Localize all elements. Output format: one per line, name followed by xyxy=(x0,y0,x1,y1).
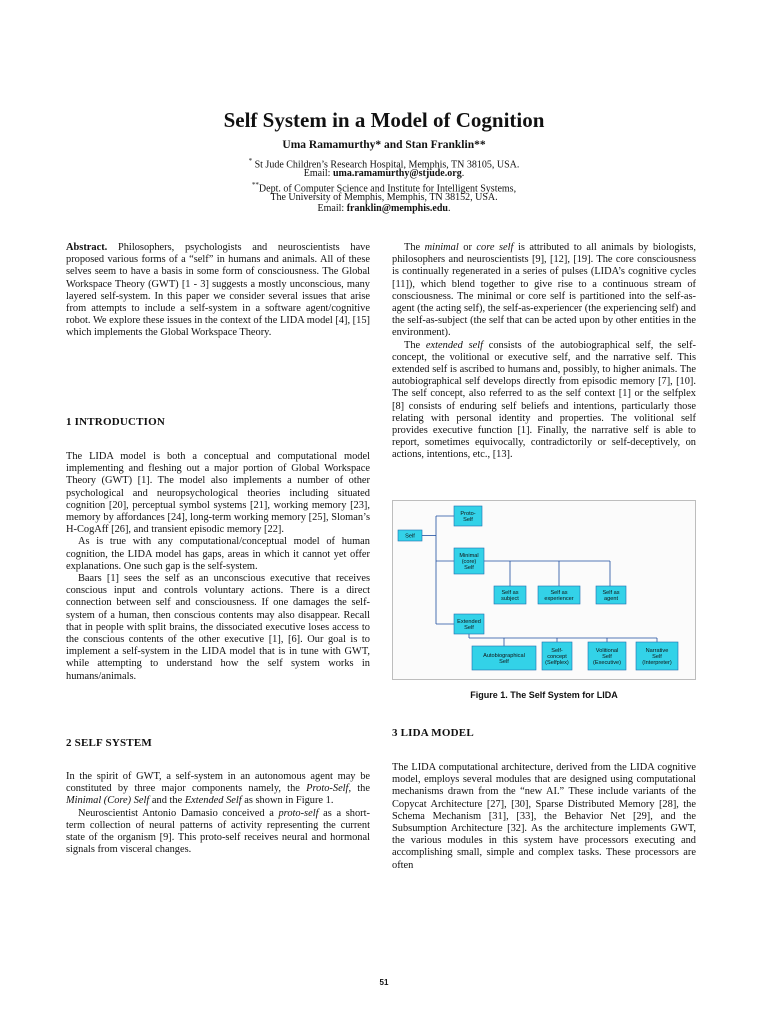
text-run: is attributed to all animals by biologists, philosophers and neuroscientists [9], [12], [19]. The core consciousness is continually regenerated in a series of pulses (LIDA’s cognitive cycles [11]), which blend together to give rise to a continuous stream of consciousness. The minimal or core self is partitioned into the self-as-agent (the acting self), the self-as-experiencer (the experiencing self) and the self-as-subject (the self that can be acted upon by other entities in the environment). xyxy=(392,242,696,339)
node-extended xyxy=(454,614,484,634)
page-number: 51 xyxy=(379,978,389,987)
node-narrative xyxy=(636,642,678,670)
node-label: Proto- xyxy=(460,510,476,517)
affiliation-2-mark: ** xyxy=(251,181,259,189)
email-1-label: Email: xyxy=(303,168,333,179)
italic-term: core self xyxy=(476,242,514,253)
affiliation-2-line2: The University of Memphis, Memphis, TN 38152, USA. xyxy=(270,192,498,203)
node-label: (Selfplex) xyxy=(545,660,569,667)
node-label: Self xyxy=(405,533,415,540)
paragraph xyxy=(392,242,696,340)
text-run: , the xyxy=(348,783,370,795)
self-system-body xyxy=(66,771,370,856)
node-label: (Interpreter) xyxy=(642,660,672,667)
node-label: Self as xyxy=(602,589,620,596)
italic-term: proto-self xyxy=(278,807,319,819)
node-label: Extended xyxy=(457,618,481,625)
paragraph xyxy=(66,808,370,857)
node-label: (core) xyxy=(461,559,477,565)
introduction-body xyxy=(66,451,370,683)
email-1-line xyxy=(0,168,768,179)
node-self xyxy=(398,530,422,541)
paragraph: Baars [1] sees the self as an unconscious executive that receives conscious input and controls voluntary actions. There is a direct connection between self and consciousness. If one damages the self-system of a human, then conscious contents may also disappear. Recall that in people with split brains, the dissociated executive loses access to the conscious contents of the other executive [1], [6]. Our goal is to implement a self-system in the LIDA model that is in tune with GWT, while attempting to understand how the self system works in humans/animals. xyxy=(66,573,370,682)
text-run: consists of the autobiographical self, the self-concept, the volitional or executive self, and the narrative self. This extended self is ascribed to humans and, possibly, to higher animals. The autobiographical self develops directly from episodic memory [7], [10]. The self concept, also referred to as the self context [1] or the selfplex [8] consists of enduring self beliefs and intentions, particularly those relating with personal identity and properties. The volitional self provides executive function [1]. Finally, the narrative self is able to report, sometimes equivocally, contradictorily or self-deceptively, on actions, intentions, etc., [13]. xyxy=(392,339,696,461)
paper-title: Self System in a Model of Cognition xyxy=(223,108,545,132)
text-run: The xyxy=(404,339,426,351)
self-system-diagram xyxy=(392,500,696,680)
affiliation-1-mark: * xyxy=(248,157,253,165)
node-label: Autobiographical xyxy=(483,652,525,659)
affiliation-2-line1: Dept. of Computer Science and Institute for Intelligent Systems, xyxy=(258,183,517,195)
text-run: The xyxy=(404,242,425,253)
right-column-body xyxy=(392,242,696,462)
paragraph: As is true with any computational/conceptual model of human cognition, the LIDA model has gaps, areas in which it cannot yet offer explanations. One such gap is the self-system. xyxy=(66,536,370,572)
paragraph xyxy=(66,771,370,808)
author-list: Uma Ramamurthy* and Stan Franklin** xyxy=(282,139,486,151)
text-run: and the xyxy=(149,795,185,807)
node-label: Self xyxy=(464,565,474,572)
figure-caption: Figure 1. The Self System for LIDA xyxy=(470,690,618,700)
paragraph: The LIDA model is both a conceptual and computational model implementing and fleshing out a major portion of Global Workspace Theory (GWT) [1]. The model also implements a number of other psychological and neuropsychological theories including situated cognition [20], perceptual symbol systems [21], working memory [23], memory by affordances [24], long-term working memory [25], Sloman’s H-CogAff [26], and transient episodic memory [22]. xyxy=(66,451,370,536)
abstract-label: Abstract. xyxy=(66,242,108,253)
paragraph: The LIDA computational architecture, derived from the LIDA cognitive model, employs several modules that are designed using computational mechanisms drawn from the “new AI.” These include variants of the Copycat Architecture [27], [30], Sparse Distributed Memory [28], the Schema Mechanism [31], [33], the Behavior Net [29], and the Subsumption Architecture [32]. As the architecture implements GWT, the various modules in this system have processors executing and accomplishing small, simple and complex tasks. These processors are often xyxy=(392,762,696,871)
node-label: Self- xyxy=(551,647,563,654)
email-2[interactable]: franklin@memphis.edu xyxy=(346,203,448,214)
italic-term: Minimal (Core) Self xyxy=(66,795,150,807)
node-label: concept xyxy=(547,654,567,660)
italic-term: Extended Self xyxy=(184,795,242,807)
node-label: Self xyxy=(463,517,473,524)
email-2-label: Email: xyxy=(317,203,347,214)
node-volitional xyxy=(588,642,626,670)
node-label: (Executive) xyxy=(593,660,621,667)
node-label: Self xyxy=(464,625,474,632)
node-label: Self as xyxy=(501,589,519,596)
abstract-text: Philosophers, psychologists and neuroscientists have proposed various forms of a “self” in humans and animals. All of these selves seem to have a basis in some form of consciousness. The Global Workspace Theory (GWT) [1 - 3] suggests a mostly unconscious, many layered self-system. In this paper we consider several issues that arise from attempts to include a self-system in a software agent/cognitive robot. We explore these issues in the context of the LIDA model [4], [15] which implements the Global Workspace Theory. xyxy=(66,242,370,339)
node-experiencer xyxy=(538,586,580,604)
node-subject xyxy=(494,586,526,604)
email-1[interactable]: uma.ramamurthy@stjude.org xyxy=(332,168,462,179)
italic-term: extended self xyxy=(425,339,483,351)
text-run: as shown in Figure 1. xyxy=(241,795,334,807)
node-label: experiencer xyxy=(544,596,574,603)
node-label: Narrative xyxy=(645,647,669,654)
lida-model-body xyxy=(392,762,696,872)
italic-term: Proto-Self xyxy=(306,783,349,795)
text-run: Neuroscientist Antonio Damasio conceived a xyxy=(78,807,279,819)
node-label: subject xyxy=(501,596,519,603)
section-heading-introduction: 1 INTRODUCTION xyxy=(66,416,166,428)
node-label: Self xyxy=(652,654,662,660)
email-2-end: . xyxy=(447,203,451,214)
node-label: Minimal xyxy=(459,552,479,559)
text-run: as a short-term collection of neural patterns of activity representing the current state of the organism [9]. This proto-self receives neural and hormonal signals from visceral changes. xyxy=(66,807,370,856)
paragraph xyxy=(392,340,696,462)
italic-term: minimal xyxy=(424,242,459,253)
affiliation-1-text: St Jude Children’s Research Hospital, Memphis, TN 38105, USA. xyxy=(254,159,520,171)
node-autobiographical xyxy=(472,646,536,670)
text-run: In the spirit of GWT, a self-system in an autonomous agent may be constituted by three major components namely, the xyxy=(66,771,370,795)
abstract xyxy=(66,242,370,340)
node-label: Self as xyxy=(550,589,568,596)
section-heading-lida-model: 3 LIDA MODEL xyxy=(392,727,474,739)
node-label: Volitional xyxy=(595,647,619,654)
node-label: Self xyxy=(499,659,509,666)
text-run: or xyxy=(458,242,477,253)
node-agent xyxy=(596,586,626,604)
node-concept xyxy=(542,642,572,670)
section-heading-self-system: 2 SELF SYSTEM xyxy=(66,737,152,749)
node-label: Self xyxy=(602,654,612,660)
email-2-line xyxy=(0,203,768,214)
node-label: agent xyxy=(604,596,618,603)
node-proto xyxy=(454,506,482,526)
node-minimal xyxy=(454,548,484,574)
email-1-end: . xyxy=(461,168,465,179)
